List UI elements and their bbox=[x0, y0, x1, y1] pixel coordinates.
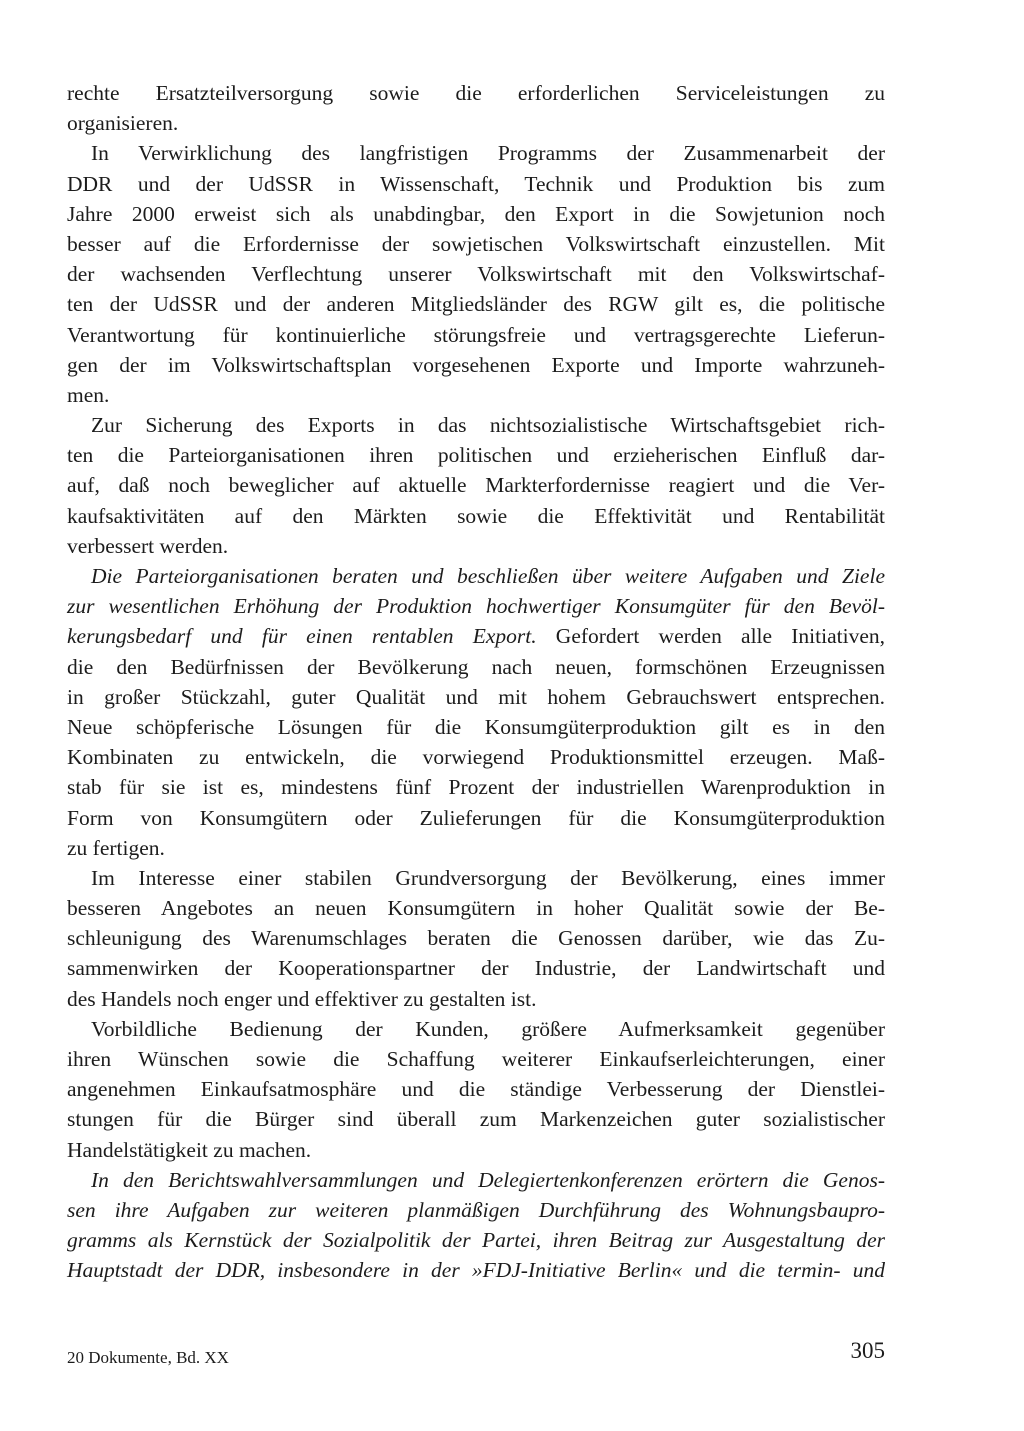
page-number: 305 bbox=[850, 1338, 885, 1363]
text-line-mixed bbox=[67, 621, 885, 651]
text-line: auf, daß noch beweglicher auf aktuelle Markterfordernisse reagiert und die Ver- bbox=[67, 473, 885, 498]
text-line: Handelstätigkeit zu machen. bbox=[67, 1137, 312, 1162]
text-line: Neue schöpferische Lösungen für die Konsumgüterproduktion gilt es in den bbox=[67, 714, 885, 739]
text-line: Vorbildliche Bedienung der Kunden, größere Aufmerksamkeit gegenüber bbox=[91, 1016, 885, 1041]
text-line: rechte Ersatzteilversorgung sowie die erforderlichen Serviceleistungen zu bbox=[67, 81, 885, 105]
signature-mark: 20 Dokumente, Bd. XX bbox=[67, 1348, 229, 1367]
text-line: des Handels noch enger und effektiver zu gestalten ist. bbox=[67, 986, 537, 1011]
text-line: Kombinaten zu entwickeln, die vorwiegend Produktionsmittel erzeugen. Maß- bbox=[67, 745, 885, 770]
text-line: stungen für die Bürger sind überall zum Markenzeichen guter sozialistischer bbox=[67, 1107, 885, 1132]
text-line: angenehmen Einkaufsatmosphäre und die ständige Verbesserung der Dienstlei- bbox=[67, 1077, 885, 1102]
text-line: verbessert werden. bbox=[67, 533, 229, 558]
text-line: Jahre 2000 erweist sich als unabdingbar, den Export in die Sowjetunion noch bbox=[67, 201, 885, 226]
text-line-italic: sen ihre Aufgaben zur weiteren planmäßigen Durchführung des Wohnungsbaupro- bbox=[67, 1197, 885, 1222]
text-line: ten der UdSSR und der anderen Mitgliedsländer des RGW gilt es, die politische bbox=[67, 292, 885, 317]
text-line: Form von Konsumgütern oder Zulieferungen für die Konsumgüterproduktion bbox=[67, 805, 885, 830]
text-line: DDR und der UdSSR in Wissenschaft, Technik und Produktion bis zum bbox=[67, 171, 885, 196]
italic-run: kerungsbedarf und für einen rentablen Export. bbox=[67, 624, 537, 649]
text-line: zu fertigen. bbox=[67, 835, 165, 860]
text-line: In Verwirklichung des langfristigen Programms der Zusammenarbeit der bbox=[91, 141, 885, 166]
text-line: gen der im Volkswirtschaftsplan vorgesehenen Exporte und Importe wahrzuneh- bbox=[67, 352, 885, 377]
text-line: besseren Angebotes an neuen Konsumgütern in hoher Qualität sowie der Be- bbox=[67, 896, 885, 921]
text-line-italic: In den Berichtswahlversammlungen und Delegiertenkonferenzen erörtern die Genos- bbox=[91, 1167, 885, 1192]
text-line: schleunigung des Warenumschlages beraten die Genossen darüber, wie das Zu- bbox=[67, 926, 885, 951]
text-line: ten die Parteiorganisationen ihren politischen und erzieherischen Einfluß dar- bbox=[67, 443, 885, 468]
text-line: der wachsenden Verflechtung unserer Volkswirtschaft mit den Volkswirtschaf- bbox=[67, 262, 885, 287]
text-line-italic: Die Parteiorganisationen beraten und beschließen über weitere Aufgaben und Ziele bbox=[91, 564, 885, 588]
text-line: Im Interesse einer stabilen Grundversorgung der Bevölkerung, eines immer bbox=[91, 865, 885, 890]
text-line: die den Bedürfnissen der Bevölkerung nach neuen, formschönen Erzeugnissen bbox=[67, 654, 885, 679]
text-line-italic: zur wesentlichen Erhöhung der Produktion hochwertiger Konsumgüter für den Bevöl- bbox=[67, 594, 885, 619]
text-line-italic: Hauptstadt der DDR, insbesondere in der »FDJ-Initiative Berlin« und die termin- und bbox=[67, 1258, 885, 1283]
text-line: in großer Stückzahl, guter Qualität und mit hohem Gebrauchswert entsprechen. bbox=[67, 684, 885, 709]
roman-run: Gefordert werden alle Initiativen, bbox=[536, 624, 885, 649]
text-line: Zur Sicherung des Exports in das nichtsozialistische Wirtschaftsgebiet rich- bbox=[91, 413, 885, 438]
text-line-italic: gramms als Kernstück der Sozialpolitik der Partei, ihren Beitrag zur Ausgestaltung der bbox=[67, 1228, 885, 1253]
text-line: sammenwirken der Kooperationspartner der Industrie, der Landwirtschaft und bbox=[67, 956, 885, 981]
page-footer bbox=[67, 1336, 885, 1376]
text-line: ihren Wünschen sowie die Schaffung weiterer Einkaufserleichterungen, einer bbox=[67, 1047, 885, 1071]
text-line: kaufsaktivitäten auf den Märkten sowie die Effektivität und Rentabilität bbox=[67, 503, 885, 528]
text-line: Verantwortung für kontinuierliche störungsfreie und vertragsgerechte Lieferun- bbox=[67, 322, 885, 347]
text-line: stab für sie ist es, mindestens fünf Prozent der industriellen Warenproduktion in bbox=[67, 775, 885, 800]
text-line: besser auf die Erfordernisse der sowjetischen Volkswirtschaft einzustellen. Mit bbox=[67, 231, 885, 256]
document-body bbox=[67, 78, 885, 1286]
text-line: organisieren. bbox=[67, 111, 179, 136]
text-line: men. bbox=[67, 382, 110, 407]
